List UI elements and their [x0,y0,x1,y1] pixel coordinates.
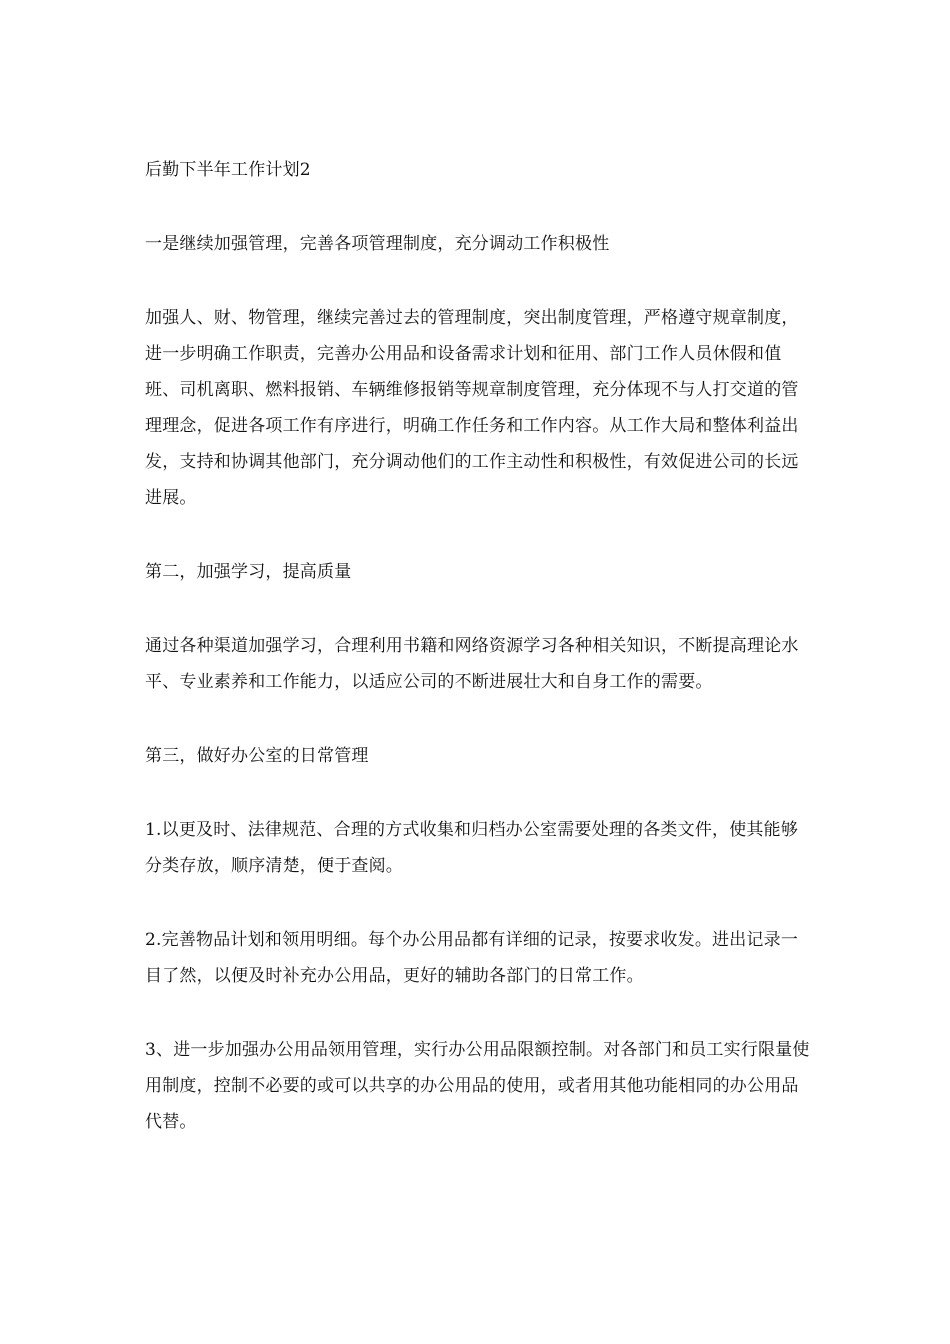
list-item-2: 2.完善物品计划和领用明细。每个办公用品都有详细的记录，按要求收发。进出记录一目了然，以便及时补充办公用品，更好的辅助各部门的日常工作。 [145,930,799,986]
section-heading-1: 一是继续加强管理，完善各项管理制度，充分调动工作积极性 [145,234,610,254]
section-heading-2: 第二，加强学习，提高质量 [145,562,352,582]
body-paragraph-1: 加强人、财、物管理，继续完善过去的管理制度，突出制度管理，严格遵守规章制度，进一步明确工作职责，完善办公用品和设备需求计划和征用、部门工作人员休假和值班、司机离职、燃料报销、车辆维修报销等规章制度管理，充分体现不与人打交道的管理理念，促进各项工作有序进行，明确工作任务和工作内容。从工作大局和整体利益出发，支持和协调其他部门，充分调动他们的工作主动性和积极性，有效促进公司的长远进展。 [145,308,799,508]
body-paragraph-2: 通过各种渠道加强学习，合理利用书籍和网络资源学习各种相关知识，不断提高理论水平、专业素养和工作能力，以适应公司的不断进展壮大和自身工作的需要。 [145,636,799,692]
list-item-3: 3、进一步加强办公用品领用管理，实行办公用品限额控制。对各部门和员工实行限量使用制度，控制不必要的或可以共享的办公用品的使用，或者用其他功能相同的办公用品代替。 [145,1040,810,1132]
list-item-1: 1.以更及时、法律规范、合理的方式收集和归档办公室需要处理的各类文件，使其能够分类存放，顺序清楚，便于查阅。 [145,820,799,876]
document-title: 后勤下半年工作计划2 [145,160,311,180]
document-body [145,152,810,1140]
section-heading-3: 第三，做好办公室的日常管理 [145,746,369,766]
